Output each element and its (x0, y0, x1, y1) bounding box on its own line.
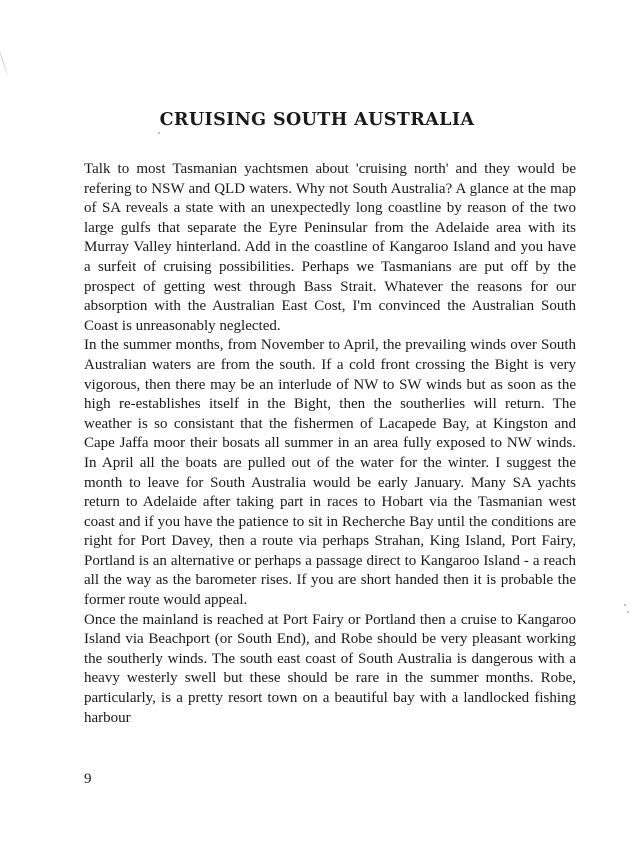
body-text (84, 160, 576, 728)
scan-speck (624, 604, 626, 606)
scan-speck (158, 132, 160, 134)
scan-speck (627, 611, 629, 613)
paragraph: Talk to most Tasmanian yachtsmen about 'cruising north' and they would be refering to NSW and QLD waters. Why not South Australia? A glance at the map of SA reveals a state with an unexpectedly long coastline by reason of the two large gulfs that separate the Eyre Peninsular from the Adelaide area with its Murray Valley hinterland. Add in the coastline of Kangaroo Island and you have a surfeit of cruising possibilities. Perhaps we Tasmanians are put off by the prospect of getting west through Bass Strait. Whatever the reasons for our absorption with the Australian East Cost, I'm convinced the Australian South Coast is unreasonably neglected. (84, 161, 576, 334)
paragraph: Once the mainland is reached at Port Fairy or Portland then a cruise to Kangaroo Island via Beachport (or South End), and Robe should be very pleasant working the southerly winds. The south east coast of South Australia is dangerous with a heavy westerly swell but these should be rare in the summer months. Robe, particularly, is a pretty resort town on a beautiful bay with a landlocked fishing harbour (84, 611, 576, 726)
scan-edge-mark (0, 41, 9, 79)
page-title: CRUISING SOUTH AUSTRALIA (159, 110, 475, 130)
paragraph: In the summer months, from November to April, the prevailing winds over South Australian waters are from the south. If a cold front crossing the Bight is very vigorous, then there may be an interlude of NW to SW winds but as soon as the high re-establishes itself in the Bight, then the southerlies will return. The weather is so consistant that the fishermen of Lacapede Bay, at Kingston and Cape Jaffa moor their bosats all summer in an area fully exposed to NW winds. In April all the boats are pulled out of the water for the winter. I suggest the month to leave for South Australia would be early January. Many SA yachts return to Adelaide after taking part in races to Hobart via the Tasmanian west coast and if you have the patience to sit in Recherche Bay until the conditions are right for Port Davey, then a route via perhaps Strahan, King Island, Port Fairy, Portland is an alternative or perhaps a passage direct to Kangaroo Island - a reach all the way as the barometer rises. If you are short handed then it is probable the former route would appeal. (84, 337, 576, 609)
page-number: 9 (84, 771, 92, 787)
